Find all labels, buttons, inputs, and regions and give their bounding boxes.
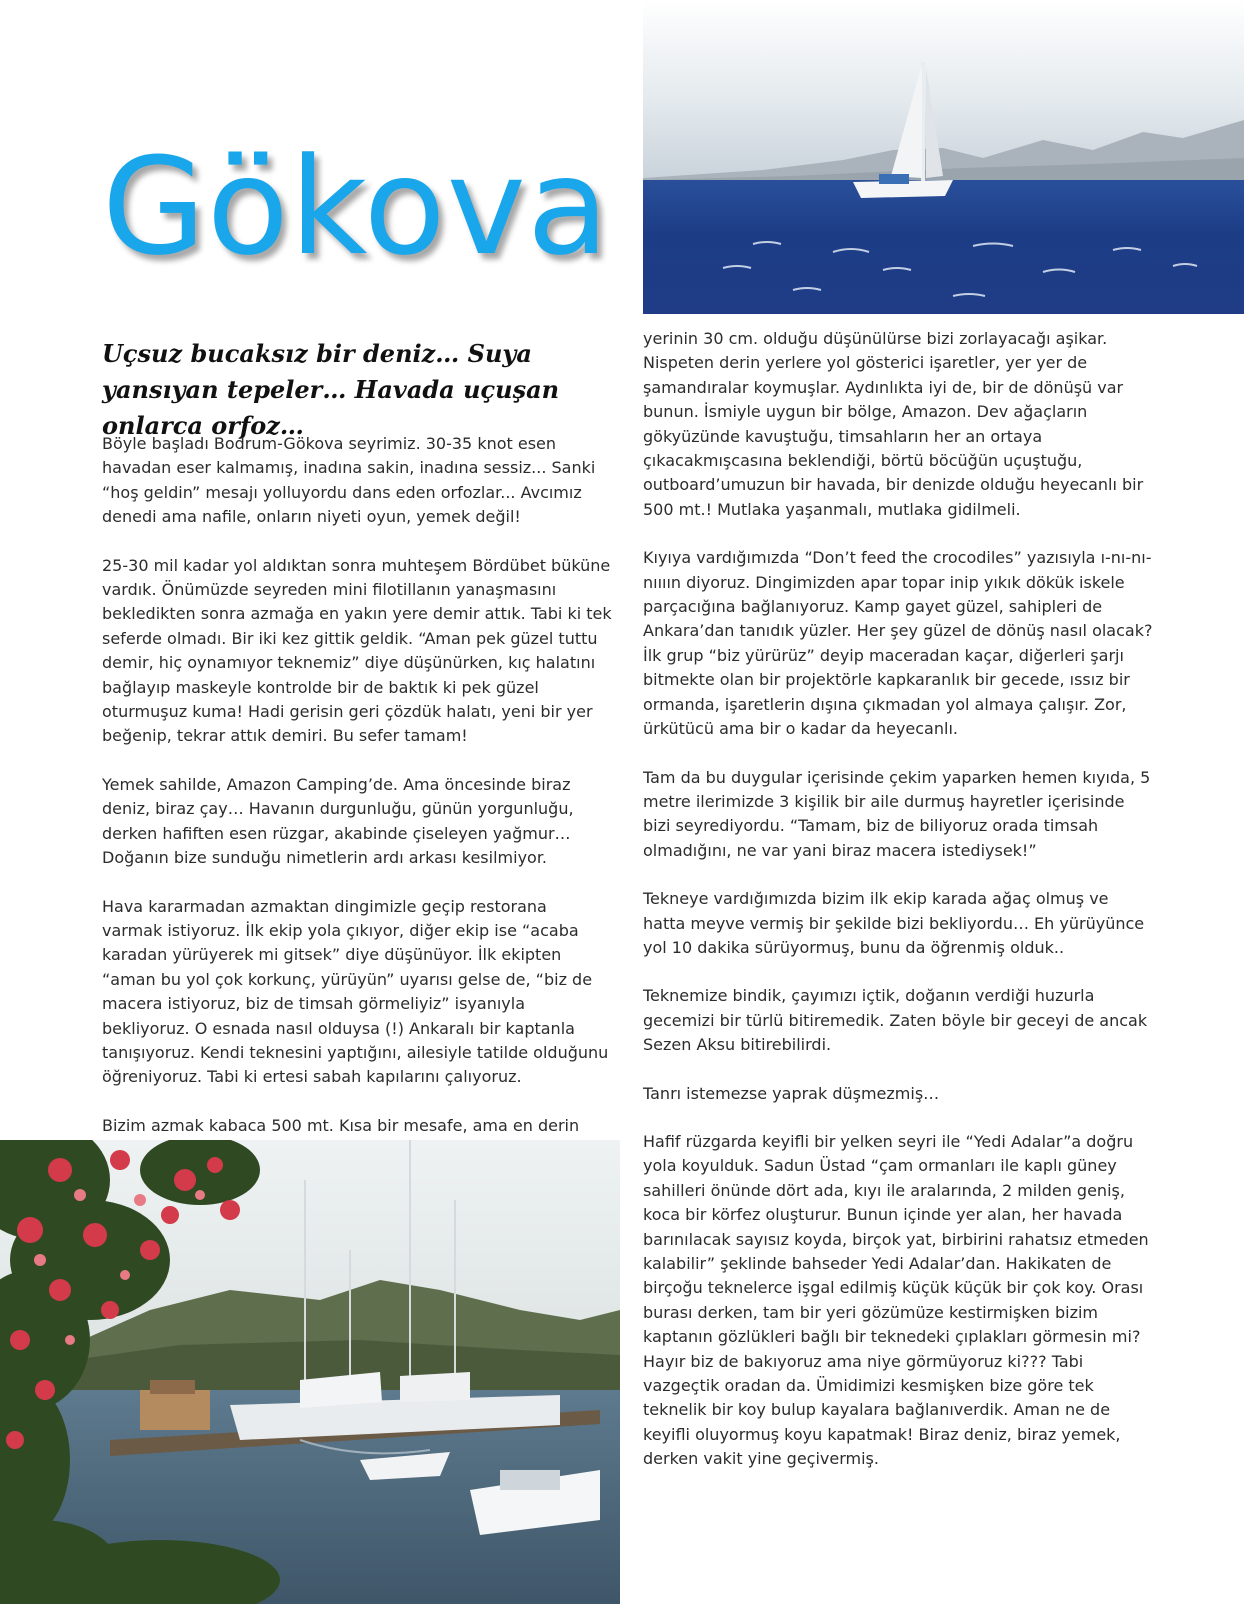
page-title: Gökova — [102, 129, 611, 285]
paragraph: Bizim azmak kabaca 500 mt. Kısa bir mesafe, ama en derin — [102, 1115, 580, 1135]
paragraph: Hava kararmadan azmaktan dingimizle geçip restorana varmak istiyoruz. İlk ekip yola çıkıyor, diğer ekip ise “acaba karadan yürüyerek mi gitsek” diye düşünüyor. İlk ekipten “aman bu yol çok korkunç, yürüyün” uyarısı gelse de, “biz de macera istiyoruz, biz de timsah görmeliyiz” isyanıyla bekliyoruz. O esnada nasıl olduysa (!) Ankaralı bir kaptanla tanışıyoruz. Kendi teknesini yaptığını, ailesiyle tatilde olduğunu öğreniyoruz. Tabi ki ertesi sabah kapılarını çalıyoruz. — [102, 896, 609, 1087]
lead-paragraph: Uçsuz bucaksız bir deniz… Suya yansıyan tepeler… Havada uçuşan onlarca orfoz… — [102, 339, 560, 440]
paragraph: Tanrı istemezse yaprak düşmezmiş… — [643, 1083, 940, 1103]
paragraph: Kıyıya vardığımızda “Don’t feed the crocodiles” yazısıyla ı-nı-nı-nıııın diyoruz. Dingimizden apar topar inip yıkık dökük iskele parçacığına bağlanıyoruz. Kamp gayet güzel, sahipleri de Ankara’dan tanıdık yüzler. Her şey güzel de dönüş nasıl olacak? İlk grup “biz yürürüz” deyip maceradan kaçar, diğerleri şarjı bitmekte olan bir projektörle kapkaranlık bir gecede, ıssız bir ormanda, işaretlerin dışına çıkmadan yol almaya çalışır. Zor, ürkütücü ama bir o kadar da heyecanlı. — [643, 548, 1153, 739]
paragraph: Böyle başladı Bodrum-Gökova seyrimiz. 30-35 knot esen havadan eser kalmamış, inadına sakin, inadına sessiz... Sanki “hoş geldin” mesajı yolluyordu dans eden orfozlar... Avcımız denedi ama nafile, onların niyeti oyun, yemek değil! — [102, 434, 596, 527]
article-right-column — [643, 327, 1153, 1496]
paragraph: Tekneye vardığımızda bizim ilk ekip karada ağaç olmuş ve hatta meyve vermiş bir şekilde bizi bekliyordu… Eh yürüyünce yol 10 dakika sürüyormuş, bunu da öğrenmiş olduk.. — [643, 889, 1145, 957]
article-left-column — [102, 432, 612, 1162]
marina-photo — [0, 1140, 620, 1604]
paragraph: Tam da bu duygular içerisinde çekim yaparken hemen kıyıda, 5 metre ilerimizde 3 kişilik bir aile durmuş hayretler içerisinde bizi seyrediyordu. “Tamam, biz de biliyoruz orada timsah olmadığını, ne var yani biraz macera istediysek!” — [643, 767, 1151, 860]
sailboat-photo — [643, 0, 1244, 314]
paragraph: Yemek sahilde, Amazon Camping’de. Ama öncesinde biraz deniz, biraz çay… Havanın durgunluğu, günün yorgunluğu, derken hafiften esen rüzgar, akabinde çiseleyen yağmur… Doğanın bize sunduğu nimetlerin ardı arkası kesilmiyor. — [102, 774, 574, 868]
paragraph: Teknemize bindik, çayımızı içtik, doğanın verdiği huzurla gecemizi bir türlü bitiremedik. Zaten böyle bir geceyi de ancak Sezen Aksu bitirebilirdi. — [643, 986, 1148, 1055]
paragraph: Hafif rüzgarda keyifli bir yelken seyri ile “Yedi Adalar”a doğru yola koyulduk. Sadun Üstad “çam ormanları ile kaplı güney sahilleri önünde dört ada, kıyı ile aralarında, 2 milden geniş, koca bir körfez oluşturur. Bunun içinde yer alan, her havada barınılacak sayısız koyda, birçok yat, birbirini rahatsız etmeden kalabilir” şeklinde bahseder Yedi Adalar’dan. Hakikaten de birçoğu teknelerce işgal edilmiş küçük küçük bir çok koy. Orası burası derken, tam bir yeri gözümüze kestirmişken bizim kaptanın gözlükleri bağlı bir teknedeki çıplakları görmesin mi? Hayır biz de bakıyoruz ama niye görmüyoruz ki??? Tabi vazgeçtik oradan da. Ümidimizi kesmişken bize göre tek teknelik bir koy bulup kayalara bağlanıverdik. Aman ne de keyifli oluyormuş koyu kapatmak! Biraz deniz, biraz yemek, derken vakit yine geçivermiş. — [643, 1131, 1149, 1469]
paragraph: 25-30 mil kadar yol aldıktan sonra muhteşem Bördübet büküne vardık. Önümüzde seyreden mini filotillanın yanaşmasını bekledikten sonra azmağa en yakın yere demir attık. Tabi ki tek seferde olmadı. Bir iki kez gittik geldik. “Aman pek güzel tuttu demir, hiç oynamıyor teknemiz” diye düşünürken, kıç halatını bağlayıp maskeyle kontrolde bir de baktık ki pek güzel oturmuşuz kuma! Hadi gerisin geri çözdük halatı, yeni bir yer beğenip, tekrar attık demiri. Bu sefer tamam! — [102, 555, 612, 746]
paragraph: yerinin 30 cm. olduğu düşünülürse bizi zorlayacağı aşikar. Nispeten derin yerlere yol gösterici işaretler, yer yer de şamandıralar koymuşlar. Aydınlıkta iyi de, bir de dönüşü var bunun. İsmiyle uygun bir bölge, Amazon. Dev ağaçların gökyüzünde kavuştuğu, timsahların her an ortaya çıkacakmışcasına beklendiği, börtü böcüğün uçuştuğu, outboard’umuzun bir havada, bir denizde olduğu heyecanlı bir 500 mt.! Mutlaka yaşanmalı, mutlaka gidilmeli. — [643, 329, 1144, 519]
